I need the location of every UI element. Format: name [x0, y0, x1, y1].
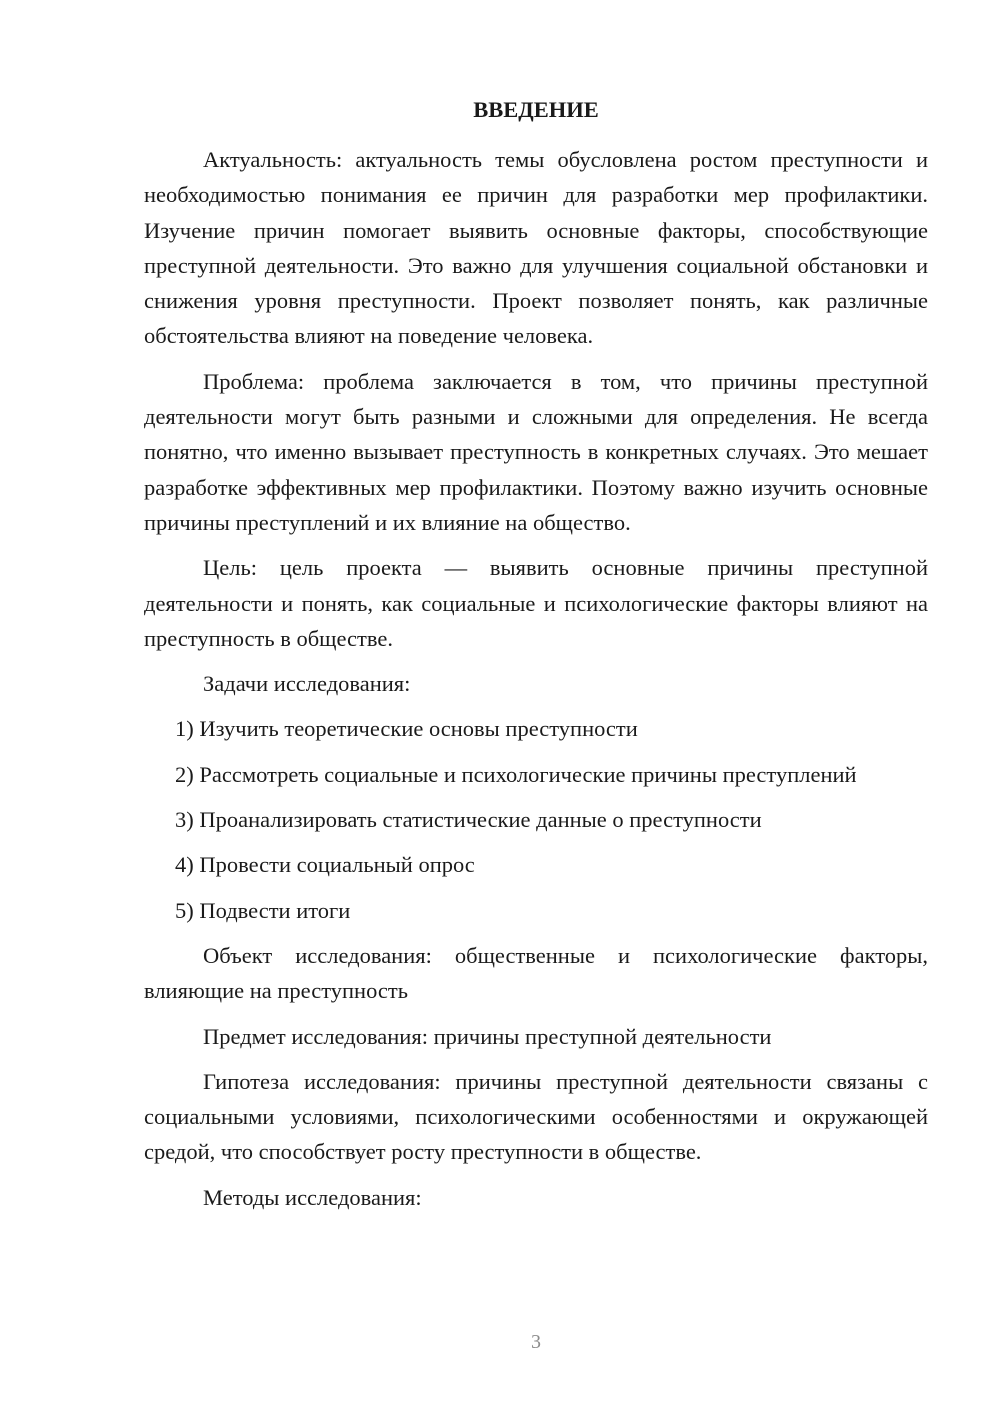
page-number: 3 [531, 1331, 541, 1353]
task-item: 2) Рассмотреть социальные и психологические причины преступлений [175, 761, 857, 787]
task-item: 4) Провести социальный опрос [175, 852, 475, 878]
task-item: 1) Изучить теоретические основы преступности [175, 716, 638, 742]
methods-title: Методы исследования: [203, 1184, 422, 1210]
page-content [144, 92, 928, 1225]
section-heading: ВВЕДЕНИЕ [473, 97, 599, 122]
subject-paragraph: Предмет исследования: причины преступной деятельности [203, 1023, 772, 1049]
goal-paragraph: Цель: цель проекта — выявить основные причины преступной деятельности и понять, как социальные и психологические факторы влияют на преступность в обществе. [144, 555, 928, 651]
relevance-paragraph: Актуальность: актуальность темы обусловлена ростом преступности и необходимостью понимания ее причин для разработки мер профилактики. Изучение причин помогает выявить основные факторы, способствующие преступной деятельности. Это важно для улучшения социальной обстановки и снижения уровня преступности. Проект позволяет понять, как различные обстоятельства влияют на поведение человека. [144, 147, 928, 349]
object-paragraph: Объект исследования: общественные и психологические факторы, влияющие на преступность [144, 942, 928, 1004]
tasks-title: Задачи исследования: [203, 671, 411, 697]
task-item: 3) Проанализировать статистические данные о преступности [175, 807, 762, 833]
hypothesis-paragraph: Гипотеза исследования: причины преступной деятельности связаны с социальными условиями, психологическими особенностями и окружающей средой, что способствует росту преступности в обществе. [144, 1068, 928, 1165]
problem-paragraph: Проблема: проблема заключается в том, что причины преступной деятельности могут быть разными и сложными для определения. Не всегда понятно, что именно вызывает преступность в конкретных случаях. Это мешает разработке эффективных мер профилактики. Поэтому важно изучить основные причины преступлений и их влияние на общество. [144, 368, 928, 535]
task-item: 5) Подвести итоги [175, 897, 351, 923]
